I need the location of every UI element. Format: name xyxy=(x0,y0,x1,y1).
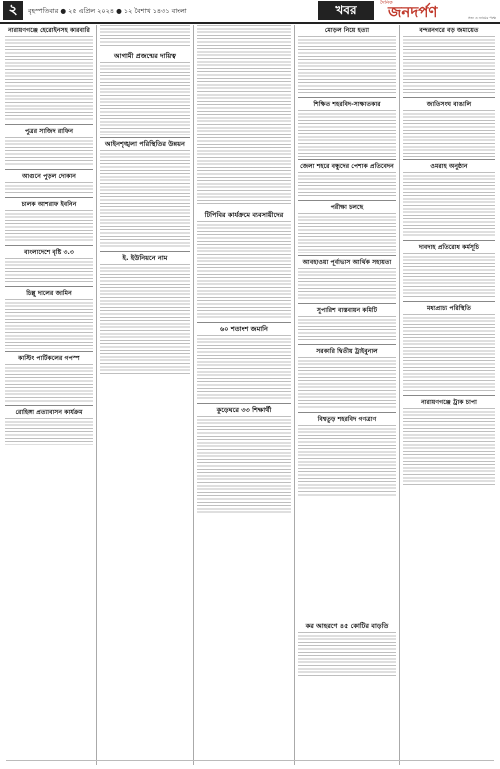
article-body-text xyxy=(5,299,93,349)
article-body-text xyxy=(197,335,291,401)
article-body-text xyxy=(100,150,190,249)
article-separator xyxy=(298,159,396,160)
article-body-text xyxy=(5,182,93,195)
article xyxy=(298,99,396,156)
article-body-text xyxy=(403,314,495,393)
brand-name: জনদর্পণ xyxy=(388,3,438,21)
article-separator xyxy=(5,286,93,287)
article-separator xyxy=(100,137,190,138)
article-headline: টিপিবির কার্যক্রমে ব্যবসায়ীদের xyxy=(204,211,284,219)
article-body-text xyxy=(298,425,396,498)
article-separator xyxy=(298,303,396,304)
article-headline: আগুনে পুড়ল দোকান xyxy=(22,172,76,180)
article-headline: চিল্লু দালের জামিন xyxy=(26,290,72,298)
article-body-text xyxy=(403,172,495,238)
article xyxy=(197,210,291,320)
article-body-text xyxy=(298,172,396,198)
article-separator xyxy=(403,97,495,98)
article-headline: বন্দরনগরে বড় জমায়েত xyxy=(419,27,479,34)
column-rule xyxy=(294,25,295,765)
article-headline: আগামী প্রজন্মের দায়িত্ব xyxy=(114,52,176,60)
article-headline: শিক্ষিত শহরবিদ-সাক্ষাতকার xyxy=(313,101,381,109)
article-headline: ৬০ শতাংশ জমানি xyxy=(220,325,268,333)
article xyxy=(403,397,495,487)
article xyxy=(5,199,93,243)
article-headline: নারায়ণগঞ্জে হেরোইনসহ কারবারি xyxy=(8,27,90,34)
article xyxy=(5,407,93,444)
article-separator xyxy=(298,255,396,256)
article-separator xyxy=(5,169,93,170)
article xyxy=(298,414,396,498)
article-headline: মধ্যপ্রাচ্য পরিস্থিতি xyxy=(426,304,472,312)
article-separator xyxy=(197,322,291,323)
article-body-text xyxy=(403,110,495,156)
article-body-text xyxy=(298,36,396,95)
bottom-article xyxy=(298,621,396,678)
article xyxy=(197,324,291,401)
article xyxy=(100,139,190,249)
article-body-text xyxy=(197,416,291,515)
article-separator xyxy=(403,240,495,241)
article-separator xyxy=(5,124,93,125)
article xyxy=(298,346,396,410)
article-body-text xyxy=(298,316,396,342)
article-body-text xyxy=(197,221,291,320)
brand-small-text: দৈনিক xyxy=(380,0,393,6)
article-headline: পুত্রর সাজিদ রাফিন xyxy=(24,127,74,135)
dateline: বৃহস্পতিবার ● ২৫ এপ্রিল ২০২৪ ● ১২ বৈশাখ ১৪৩১ বাংলা xyxy=(28,7,187,15)
article-body-text xyxy=(5,210,93,243)
article-separator xyxy=(298,97,396,98)
article-headline: কর আহরণে ৪৫ কোটির বাড়তি xyxy=(305,622,389,630)
article-headline: রোহিঙ্গা প্রত্যাবাসন কার্যক্রম xyxy=(15,409,83,417)
article-headline: সরকারি দ্বিতীয় ট্রাইবুনাল xyxy=(316,348,378,355)
article-headline: জেলা শহরে বন্ধুদের পেশাক প্রতিবেদন xyxy=(300,162,394,170)
article xyxy=(403,161,495,238)
article-headline: কাস্টিং পার্টিকলের গপস্প xyxy=(18,354,80,362)
article-separator xyxy=(5,245,93,246)
article xyxy=(298,305,396,342)
article-headline: ই. ইউনিয়নে নাম xyxy=(122,253,168,262)
article-separator xyxy=(5,351,93,352)
article xyxy=(298,161,396,198)
article xyxy=(100,253,190,376)
article-headline: পরীক্ষা চলছে xyxy=(330,204,364,211)
article-body-text xyxy=(403,253,495,299)
article-headline: জাতিসংঘ বাঙালি xyxy=(426,101,472,109)
article xyxy=(403,303,495,393)
article-headline: আবহাওয়া পূর্বাভাস আর্থিক সহায়তা xyxy=(302,258,392,266)
article xyxy=(298,25,396,95)
article xyxy=(298,257,396,301)
article xyxy=(197,405,291,515)
column-5 xyxy=(403,25,495,760)
article-body-text xyxy=(298,268,396,301)
article-body-text xyxy=(5,258,93,284)
article-headline: বিশ্বতুড় শহরবিদ গণত্রাণ xyxy=(317,415,377,423)
article-body-text xyxy=(403,36,495,95)
article-body-text xyxy=(298,213,396,253)
column-rule xyxy=(399,25,400,765)
article-body-text xyxy=(5,137,93,167)
article-separator xyxy=(403,159,495,160)
article-separator xyxy=(5,405,93,406)
article-separator xyxy=(197,403,291,404)
column-1 xyxy=(5,25,93,760)
article-separator xyxy=(403,395,495,396)
article-headline: ওমরাহ অনুষ্ঠান xyxy=(430,162,468,170)
article-headline: নারায়ণগঞ্জে ট্রাক চাপা xyxy=(421,399,477,406)
column-rule xyxy=(193,25,194,765)
article-headline: চালক আশরাফ ইবনিন xyxy=(21,200,77,208)
brand-tagline: সত্য ও ন্যায়ের পক্ষে xyxy=(468,16,496,20)
article xyxy=(100,51,190,135)
article xyxy=(5,171,93,195)
article-headline: আইনশৃঙ্খলা পরিস্থিতির উন্নয়ন xyxy=(104,139,185,148)
section-label: খবর xyxy=(318,1,374,20)
continued-body-text xyxy=(197,25,291,205)
column-3 xyxy=(197,25,291,760)
article xyxy=(5,353,93,404)
article xyxy=(5,288,93,349)
article-headline: দাবদাহ প্রতিরোধ কর্মসূচি xyxy=(418,243,480,251)
article-body-text xyxy=(298,357,396,410)
article xyxy=(5,247,93,284)
article-headline: সুপারিশ বাস্তবায়ন কমিটি xyxy=(316,306,378,314)
column-4 xyxy=(298,25,396,760)
masthead xyxy=(0,0,500,24)
article-body-text xyxy=(298,110,396,156)
page-number: ২ xyxy=(3,1,23,20)
article-separator xyxy=(403,301,495,302)
article-headline: বাংলাদেশে বৃষ্টি ৩.৩ xyxy=(24,248,74,256)
article-body-text xyxy=(298,632,396,678)
continued-body-text xyxy=(100,25,190,47)
article-separator xyxy=(100,251,190,252)
article xyxy=(5,126,93,167)
article-separator xyxy=(298,344,396,345)
column-rule xyxy=(96,25,97,765)
article-body-text xyxy=(5,364,93,404)
article-headline: মোড়ল নিয়ে হত্যা xyxy=(324,27,370,34)
article-separator xyxy=(298,412,396,413)
article xyxy=(298,202,396,253)
article-separator xyxy=(298,200,396,201)
column-2 xyxy=(100,25,190,760)
footer-rule xyxy=(6,760,494,761)
brand-logo xyxy=(380,0,498,22)
article-body-text xyxy=(5,418,93,444)
article-headline: কুড়েঘরে ৩৩ শিক্ষার্থী xyxy=(216,406,272,414)
article xyxy=(5,25,93,122)
article-body-text xyxy=(5,36,93,122)
article xyxy=(403,99,495,156)
article xyxy=(403,25,495,95)
article-separator xyxy=(5,197,93,198)
article-body-text xyxy=(403,408,495,487)
article xyxy=(403,242,495,299)
article-body-text xyxy=(100,264,190,376)
article-body-text xyxy=(100,62,190,135)
